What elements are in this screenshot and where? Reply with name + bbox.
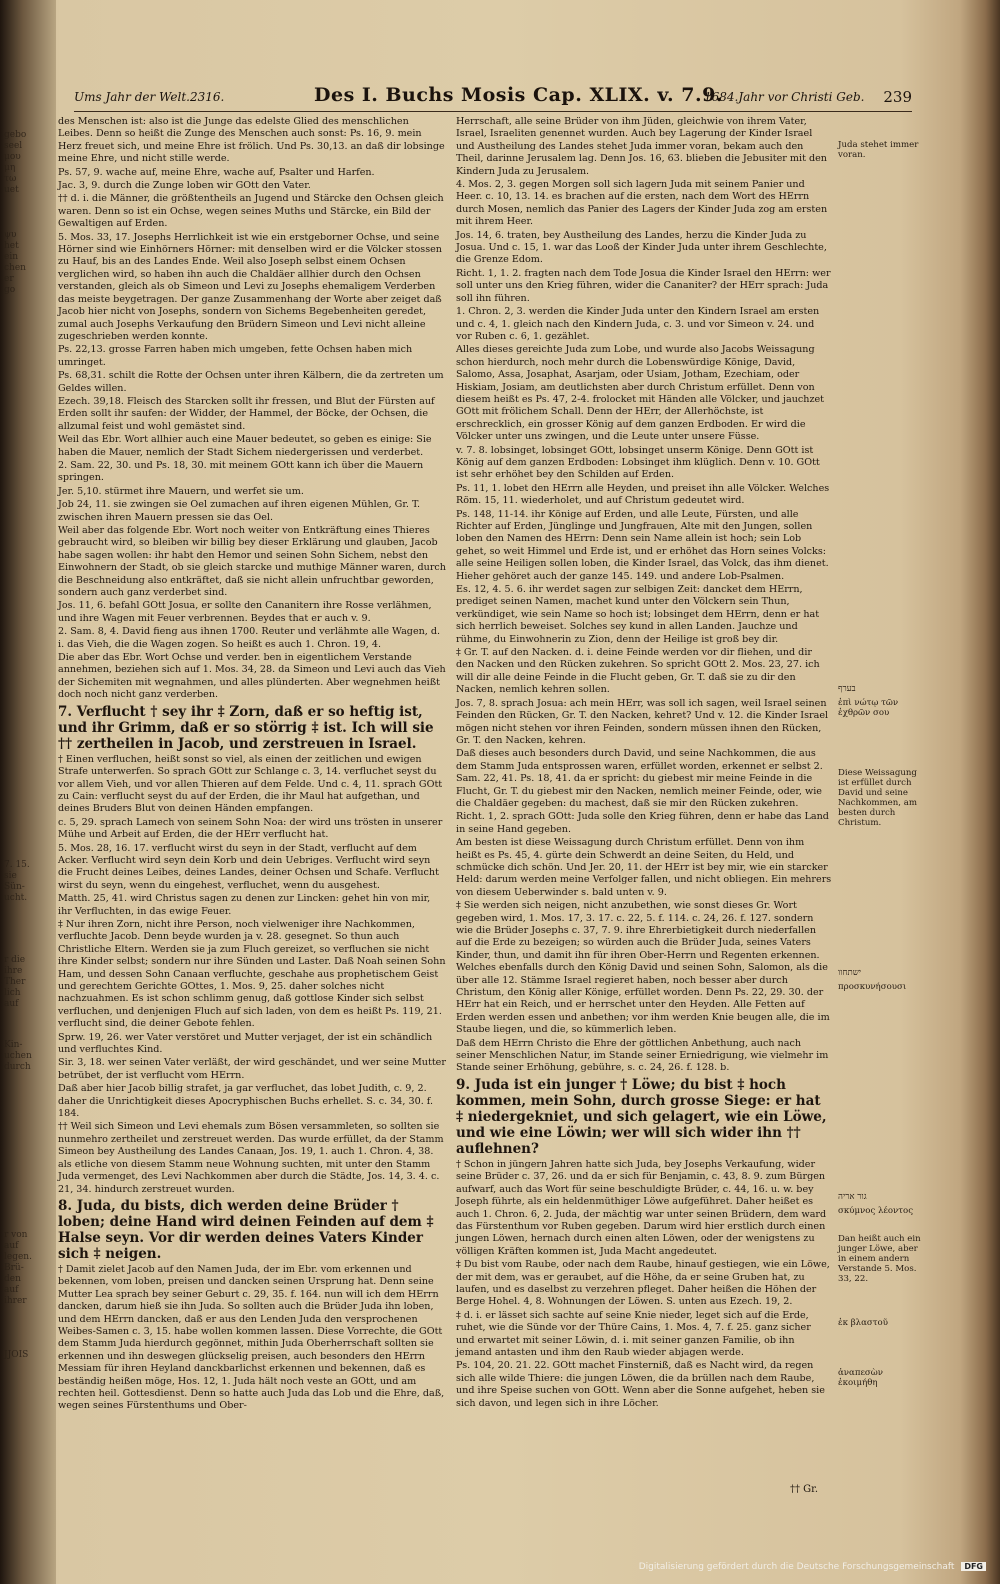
paragraph: Die aber das Ebr. Wort Ochse und verder. ben in eigentlichem Verstande annehmen, beziehen sich auf 1. Mos. 34, 28. da Simeon und Levi auch das Vieh der Sichemiten mit wegnahmen, und alles plünderten. Aber wegnehmen heißt doch noch nicht ganz verderben.: [58, 652, 446, 701]
paragraph: †† d. i. die Männer, die größtentheils an Jugend und Stärcke den Ochsen gleich waren. Denn so ist ein Ochse, wegen seines Muths und Stärcke, ein Bild der Gewaltigen auf Erden.: [58, 193, 444, 230]
catchword: †† Gr.: [790, 1484, 819, 1495]
facing-page-edge: [0, 0, 56, 1584]
facing-page-fragment: 7. 15. sie Sün- ucht.: [4, 860, 30, 903]
paragraph: Alles dieses gereichte Juda zum Lobe, und wurde also Jacobs Weissagung schon hierdurch, noch mehr durch die Lobenswürdige Könige, David, Salomo, Assa, Josaphat, Asarjam, oder Usiam, Jotham, Ezechiam, oder Hiskiam, Josiam, am deutlichsten aber durch Christum erfüllet. Denn von diesem heißt es Ps. 47, 2-4. frolocket mit Händen alle Völcker, und jauchzet GOtt mit frölichem Schall. Denn der HErr, der Allerhöchste, ist erschrecklich, ein grosser König auf dem ganzen Erdboden. Er wird die Völcker unter uns zwingen, und die Leute unter unsere Füsse.: [456, 344, 825, 443]
paragraph: ‡ Du bist vom Raube, oder nach dem Raube, hinauf gestiegen, wie ein Löwe, der mit dem, was er geraubet, auf die Höhe, da er seine Gruben hat, zu laufen, und es daselbst zu verzehren pfleget. Daher heißen die Höhen der Berge Hohel. 4, 8. Wohnungen der Löwen. S. unten aus Ezech. 19, 2.: [456, 1259, 830, 1308]
paragraph: ‡ Gr. T. auf den Nacken. d. i. deine Feinde werden vor dir fliehen, und dir den Nacken und den Rücken zukehren. So spricht GOtt 2. Mos. 23, 27. ich will dir alle deine Feinde in die Flucht geben, Gr. T. daß sie zu dir den Nacken, nemlich kehren sollen.: [456, 647, 820, 696]
margin-note-greek: σκύμνος λέοντος: [838, 1206, 914, 1216]
facing-page-fragment: Kin- uchen durch: [4, 1040, 32, 1072]
left-column: [58, 116, 446, 1414]
paragraph: Weil aber das folgende Ebr. Wort noch weiter von Entkräftung eines Thieres gebraucht wird, so bleiben wir billig bey dieser Erklärung und glauben, Jacob habe sagen wollen: ihr habt den Hemor und seinen Sohn Sichem, nebst den Einwohnern der Stadt, ob sie gleich starcke und muthige Männer waren, durch die Beschneidung also entkräftet, daß sie nicht allein unfruchtbar geworden, sondern auch ganz verderbet sind.: [58, 525, 446, 599]
paragraph: Job 24, 11. sie zwingen sie Oel zumachen auf ihren eigenen Mühlen, Gr. T. zwischen ihren Mauern pressen sie das Oel.: [58, 499, 421, 523]
digitization-footer: [639, 1562, 986, 1572]
paragraph: ‡ Nur ihren Zorn, nicht ihre Person, noch vielweniger ihre Nachkommen, verfluchte Jacob. Denn beyde wurden ja v. 28. gesegnet. So thun auch Christliche Eltern. Werden sie ja zum Fluch gereizet, so verfluchen sie nicht ihre Kinder selbst; sondern nur ihre Sünden und Laster. Daß Noah seinen Sohn Ham, und dessen Sohn Canaan verfluchte, geschahe aus prophetischem Geist und gerechtem Gerichte GOttes, 1. Mos. 9, 25. daher solches nicht nachzuahmen. Es ist schon schlimm genug, daß gottlose Kinder sich selbst verfluchen, und denjenigen Fluch auf sich laden, von dem es heißt Ps. 119, 21. verflucht sind, die deiner Gebote fehlen.: [58, 918, 446, 1030]
facing-page-fragment: JJOIS: [4, 1350, 29, 1360]
verse-7: 7. Verflucht † sey ihr ‡ Zorn, daß er so heftig ist, und ihr Grimm, daß er so störrig ‡ ist. Ich will sie †† zertheilen in Jacob, und zerstreuen in Israel.: [58, 703, 434, 752]
margin-note-greek: ἀναπεσὼν ἐκοιμήθη: [838, 1368, 884, 1388]
margin-note-greek: ἐκ βλαστοῦ: [838, 1318, 888, 1328]
paragraph: Am besten ist diese Weissagung durch Christum erfüllet. Denn von ihm heißt es Ps. 45, 4. gürte dein Schwerdt an deine Seiten, du Held, und schmücke dich schön. Und Jer. 20, 11. der HErr ist bey mir, wie ein starcker Held: darum werden meine Verfolger fallen, und nicht obliegen. Ein mehrers von diesem Ueberwinder s. bald unten v. 9.: [456, 837, 832, 898]
facing-page-fragment: r die ihre Ther lich auf: [4, 955, 26, 1009]
paragraph: Herrschaft, alle seine Brüder von ihm Jüden, gleichwie von ihrem Vater, Israel, Israeliten genennet wurden. Auch bey Lagerung der Kinder Israel und Austheilung des Landes stehet Juda immer voran, bekam auch den Theil, darinne Jerusalem lag. Denn Jos. 16, 63. blieben die Jebusiter mit den Kindern Juda zu Jerusalem.: [456, 116, 827, 177]
header-rule: [74, 111, 912, 112]
paragraph: Ps. 57, 9. wache auf, meine Ehre, wache auf, Psalter und Harfen.: [58, 166, 375, 178]
paragraph: c. 5, 29. sprach Lamech von seinem Sohn Noa: der wird uns trösten in unserer Mühe und Arbeit auf Erden, die der HErr verflucht hat.: [58, 816, 443, 841]
paragraph: †† Weil sich Simeon und Levi ehemals zum Bösen versammleten, so sollten sie nunmehro zertheilet und zerstreuet werden. Das wurde erfüllet, da der Stamm Simeon bey Austheilung des Landes Canaan, Jos. 19, 1. auch 1. Chron. 4, 38. als etliche von diesem Stamm neue Wohnung suchten, mit unter den Stamm Juda vermenget, des Levi Nachkommen aber durch die Städte, Jos. 14, 3. 4. c. 21, 34. hindurch zerstreuet wurden.: [58, 1121, 444, 1195]
facing-page-fragment: gebo seel μου μη τω uet: [4, 130, 27, 195]
paragraph: † Schon in jüngern Jahren hatte sich Juda, bey Josephs Verkaufung, wider seine Brüder c. 37, 26. und da er sich für Benjamin, c. 43, 8. 9. zum Bürgen aufwarf, auch das Wort für seine beschuldigte Brüder, c. 44, 16. u. w. bey Joseph führte, als ein heldenmüthiger Löwe aufgeführet. Daher heißet es auch 1. Chron. 6, 2. Juda, der mächtig war unter seinen Brüdern, dem ward das Fürstenthum vor Ruben gegeben. Darum wird hier erstlich durch einen jungen Löwen, hernach durch einen alten Löwen, oder der wenigstens zu völligen Kräften kommen ist, Juda Macht angedeutet.: [456, 1158, 827, 1257]
margin-note-hebrew: ישתחוו: [838, 968, 862, 978]
paragraph: Daß dem HErrn Christo die Ehre der göttlichen Anbethung, auch nach seiner Menschlichen Natur, im Stande seiner Erniedrigung, wie vielmehr im Stande seiner Erhöhung, gebühre, s. c. 24, 26. f. 128. b.: [456, 1037, 829, 1074]
paragraph: Ps. 68,31. schilt die Rotte der Ochsen unter ihren Kälbern, die da zertreten um Geldes willen.: [58, 370, 444, 394]
paragraph: Richt. 1, 1. 2. fragten nach dem Tode Josua die Kinder Israel den HErrn: wer soll unter uns den Krieg führen, wider die Cananiter? der HErr sprach: Juda soll ihn führen.: [456, 267, 831, 304]
margin-note-juda: Juda stehet immer voran.: [838, 140, 919, 160]
paragraph: Weil das Ebr. Wort allhier auch eine Mauer bedeutet, so geben es einige: Sie haben die Mauer, nemlich der Stadt Sichem niedergerissen und verderbet.: [58, 434, 432, 458]
paragraph: 1. Chron. 2, 3. werden die Kinder Juda unter den Kindern Israel am ersten und c. 4, 1. gleich nach den Kindern Juda, c. 3. und vor Simeon v. 24. und vor Ruben c. 6, 1. gezählet.: [456, 306, 820, 342]
paragraph: 2. Sam. 8, 4. David fieng aus ihnen 1700. Reuter und verlähmte alle Wagen, d. i. das Vieh, die die Wagen zogen. So heißt es auch 1. Chron. 19, 4.: [58, 626, 441, 650]
paragraph: Jos. 11, 6. befahl GOtt Josua, er sollte den Cananitern ihre Rosse verlähmen, und ihre Wagen mit Feuer verbrennen. Beydes that er auch v. 9.: [58, 600, 432, 624]
paragraph: Daß aber hier Jacob billig strafet, ja gar verfluchet, das lobet Judith, c. 9, 2. daher die Unrichtigkeit dieses Apocryphischen Buchs erhellet. S. c. 34, 30. f. 184.: [58, 1083, 434, 1120]
margin-note-greek: ἐπὶ νώτῳ τῶν ἐχθρῶν σου: [838, 698, 899, 718]
paragraph: Jac. 3, 9. durch die Zunge loben wir GOtt den Vater.: [58, 180, 311, 192]
paragraph: des Menschen ist: also ist die Junge das edelste Glied des menschlichen Leibes. Denn so heißt die Zunge des Menschen auch sonst: Ps. 16, 9. mein Herz freuet sich, und meine Ehre ist frölich. Und Ps. 30,13. an daß dir lobsinge meine Ehre, und nicht stille werde.: [58, 116, 445, 165]
margin-note-hebrew: גור אריה: [838, 1192, 867, 1202]
paragraph: Ps. 104, 20. 21. 22. GOtt machet Finsterniß, daß es Nacht wird, da regen sich alle wilde Thiere: die jungen Löwen, die da brüllen nach dem Raube, und ihre Speise suchen von GOtt. Wenn aber die Sonne aufgehet, heben sie sich davon, und legen sich in ihre Löcher.: [456, 1360, 825, 1409]
paragraph: ‡ Sie werden sich neigen, nicht anzubethen, wie sonst dieses Gr. Wort gegeben wird, 1. Mos. 17, 3. 17. c. 22, 5. f. 114. c. 24, 26. f. 127. sondern wie die Brüder Josephs c. 37, 7. 9. ihre Ehrerbietigkeit durch niederfallen auf die Erde zu bezeigen; so würden auch die Brüder Juda, seines Vaters Kinder, thun, und damit ihn für ihren Ober-Herrn und Regenten erkennen. Welches ebenfalls durch den König David und seinen Sohn, Salomon, als die über alle 12. Stämme Israel regieret haben, noch besser aber durch Christum, den König aller Könige, erfüllet worden. Denn Ps. 22, 29. 30. der HErr hat ein Reich, und er herrschet unter den Heyden. Alle Fetten auf Erden werden essen und anbethen; vor ihm werden Knie beugen alle, die im Staube liegen, und die, so kümmerlich leben.: [456, 900, 830, 1036]
paragraph: Matth. 25, 41. wird Christus sagen zu denen zur Lincken: gehet hin von mir, ihr Verfluchten, in das ewige Feuer.: [58, 893, 431, 917]
dfg-logo-icon: DFG: [961, 1562, 986, 1571]
paragraph: Es. 12, 4. 5. 6. ihr werdet sagen zur selbigen Zeit: dancket dem HErrn, prediget seinen Namen, machet kund unter den Völckern sein Thun, verkündiget, wie sein Name so hoch ist; lobsinget dem HErrn, denn er hat sich herrlich beweiset. Solches sey kund in allen Landen. Jauchze und rühme, du Einwohnerin zu Zion, denn der Heilige ist groß bey dir.: [456, 584, 820, 645]
paragraph: Ps. 11, 1. lobet den HErrn alle Heyden, und preiset ihn alle Völcker. Welches Röm. 15, 11. wiederholet, und auf Christum gedeutet wird.: [456, 482, 830, 507]
paragraph: † Damit zielet Jacob auf den Namen Juda, der im Ebr. vom erkennen und bekennen, vom loben, preisen und dancken seinen Ursprung hat. Denn seine Mutter Lea sprach bey seiner Geburt c. 29, 35. f. 164. nun will ich dem HErrn dancken, darum hieß sie ihn Juda. So sollten auch die Brüder Juda ihn loben, und dem HErrn dancken, daß er aus den Lenden Juda den versprochenen Weibes-Samen c. 3, 15. habe wollen kommen lassen. Diese Vorrechte, die GOtt dem Stamm Juda hierdurch gegönnet, mithin Juda Oberherrschaft sollten sie erkennen und ihn deswegen glückselig preisen, auch besonders den HErrn Messiam für ihren Heyland danckbarlichst erkennen und bekennen, daß es beständig heißen möge, Hos. 12, 1. Juda hält noch veste an GOtt, und am rechten heil. Gottesdienst. Denn so hatte auch Juda das Lob und die Ehre, daß, wegen seines Fürstenthums und Ober-: [58, 1263, 445, 1412]
header-christ-year: 1684.Jahr vor Christi Geb.: [704, 90, 865, 104]
facing-page-fragment: ψυ het ein chen er go: [4, 230, 26, 295]
paragraph: 5. Mos. 28, 16. 17. verflucht wirst du seyn in der Stadt, verflucht auf dem Acker. Verflucht wird seyn dein Korb und dein Uebriges. Verflucht wird seyn die Frucht deines Leibes, deines Landes, deiner Ochsen und Schafe. Verflucht wirst du seyn, wenn du eingehest, verfluchet, wenn du ausgehest.: [58, 842, 439, 891]
margin-note-loewe: Dan heißt auch ein junger Löwe, aber in einem andern Verstande 5. Mos. 33, 22.: [838, 1234, 921, 1284]
paragraph: † Einen verfluchen, heißt sonst so viel, als einen der zeitlichen und ewigen Strafe unterwerfen. So sprach GOtt zur Schlange c. 3, 14. verfluchet seyst du vor allem Vieh, und vor allen Thieren auf dem Felde. Und c. 4, 11. sprach GOtt zu Cain: verflucht seyst du auf der Erden, die ihr Maul hat aufgethan, und deines Bruders Blut von deinen Händen empfangen.: [58, 753, 443, 815]
page-number: 239: [883, 88, 912, 106]
paragraph: ‡ d. i. er lässet sich sachte auf seine Knie nieder, leget sich auf die Erde, ruhet, wie die Sünde vor der Thüre Cains, 1. Mos. 4, 7. f. 25. ganz sicher und erwartet mit seiner Löwin, d. i. mit seiner ganzen Familie, ob ihn jemand antasten und ihm den Raub wieder abjagen werde.: [456, 1309, 811, 1358]
paragraph: Jos. 7, 8. sprach Josua: ach mein HErr, was soll ich sagen, weil Israel seinen Feinden den Rücken, Gr. T. den Nacken, kehret? Und v. 12. die Kinder Israel mögen nicht stehen vor ihren Feinden, sondern müssen ihnen den Rücken, Gr. T. den Nacken, kehren.: [456, 697, 829, 746]
paragraph: Ps. 148, 11-14. ihr Könige auf Erden, und alle Leute, Fürsten, und alle Richter auf Erden, Jünglinge und Jungfrauen, Alte mit den Jungen, sollen loben den Namen des HErrn: Denn sein Name allein ist hoch; sein Lob gehet, so weit Himmel und Erde ist, und er erhöhet das Horn seines Volcks: alle seine Heiligen sollen loben, die Kinder Israel, das Volck, das ihm dienet. Hieher gehöret auch der ganze 145. 149. und andere Lob-Psalmen.: [456, 508, 829, 582]
margin-note-weissagung: Diese Weissagung ist erfüllet durch David und seine Nachkommen, am besten durch Christum.: [838, 768, 918, 828]
verse-9: 9. Juda ist ein junger † Löwe; du bist ‡ hoch kommen, mein Sohn, durch grosse Siege: er hat ‡ niedergekniet, und sich gelagert, wie ein Löwe, und wie eine Löwin; wer will sich wider ihn †† auflehnen?: [456, 1076, 827, 1157]
header-title: Des I. Buchs Mosis Cap. XLIX. v. 7.9.: [314, 84, 723, 106]
margin-note-greek: προσκυνήσουσι: [838, 982, 907, 992]
paragraph: v. 7. 8. lobsinget, lobsinget GOtt, lobsinget unserm Könige. Denn GOtt ist König auf dem ganzen Erdboden: Lobsinget ihm klüglich. Denn v. 10. GOtt ist sehr erhöhet bey den Schilden auf Erden.: [456, 444, 820, 481]
header-world-year: Ums Jahr der Welt.2316.: [74, 90, 225, 104]
paragraph: Daß dieses auch besonders durch David, und seine Nachkommen, die aus dem Stamm Juda entsprossen waren, erfüllet worden, erkennet er selbst 2. Sam. 22, 41. Ps. 18, 41. da er spricht: du giebest mir meine Feinde in die Flucht, Gr. T. du giebest mir den Nacken, nemlich meiner Feinde, oder, wie die Chaldäer gegeben: du machest, daß sie mir den Rücken zukehren.: [456, 748, 823, 809]
paragraph: Jer. 5,10. stürmet ihre Mauern, und werfet sie um.: [58, 485, 304, 497]
paragraph: Sir. 3, 18. wer seinen Vater verläßt, der wird geschändet, und wer seine Mutter betrübet, der ist verflucht vom HErrn.: [58, 1057, 446, 1081]
margin-note-hebrew: בערף: [838, 684, 856, 694]
paragraph: 4. Mos. 2, 3. gegen Morgen soll sich lagern Juda mit seinem Panier und Heer. c. 10, 13. 14. es brachen auf die ersten, nach dem Wort des HErrn durch Mosen, nemlich das Panier des Lagers der Kinder Juda zog am ersten mit ihrem Heer.: [456, 179, 828, 228]
running-header: [74, 84, 912, 108]
paragraph: Ezech. 39,18. Fleisch des Starcken sollt ihr fressen, und Blut der Fürsten auf Erden sollt ihr saufen: der Widder, der Hammel, der Böcke, der Ochsen, die allzumal feist und wohl gemästet sind.: [58, 395, 435, 432]
footer-text: Digitalisierung gefördert durch die Deutsche Forschungsgemeinschaft: [638, 1562, 955, 1572]
facing-page-fragment: r von auf legen. Brü- den auf ihrer: [4, 1230, 32, 1306]
paragraph: Richt. 1, 2. sprach GOtt: Juda solle den Krieg führen, denn er habe das Land in seine Hand gegeben.: [456, 811, 829, 835]
verse-8: 8. Juda, du bists, dich werden deine Brüder † loben; deine Hand wird deinen Feinden auf dem ‡ Halse seyn. Vor dir werden deines Vaters Kinder sich ‡ neigen.: [58, 1197, 434, 1262]
right-column: [456, 116, 832, 1411]
paragraph: 2. Sam. 22, 30. und Ps. 18, 30. mit meinem GOtt kann ich über die Mauern springen.: [58, 459, 424, 484]
paragraph: Ps. 22,13. grosse Farren haben mich umgeben, fette Ochsen haben mich umringet.: [58, 344, 413, 368]
paragraph: Sprw. 19, 26. wer Vater verstöret und Mutter verjaget, der ist ein schändlich und verfluchtes Kind.: [58, 1031, 433, 1056]
paragraph: Jos. 14, 6. traten, bey Austheilung des Landes, herzu die Kinder Juda zu Josua. Und c. 15, 1. war das Looß der Kinder Juda unter ihrem Geschlechte, die Grenze Edom.: [456, 229, 827, 266]
paragraph: 5. Mos. 33, 17. Josephs Herrlichkeit ist wie ein erstgeborner Ochse, und seine Hörner sind wie Einhörners Hörner: mit denselben wird er die Völcker stossen zu Hauf, bis an des Landes Ende. Weil also Joseph selbst einem Ochsen verglichen wird, so haben ihn auch die Chaldäer allhier durch den Ochsen verstanden, gleich als ob Simeon und Levi zu Josephs ehemaligem Verderben das meiste beygetragen. Der ganze Zusammenhang der Worte aber zeiget daß Jacob hier nicht von Josephs, sondern von Sichems Begebenheiten geredet, zumal auch Josephs Verkaufung den Brüdern Simeon und Levi nicht alleine zugeschrieben werden konnte.: [58, 231, 442, 342]
